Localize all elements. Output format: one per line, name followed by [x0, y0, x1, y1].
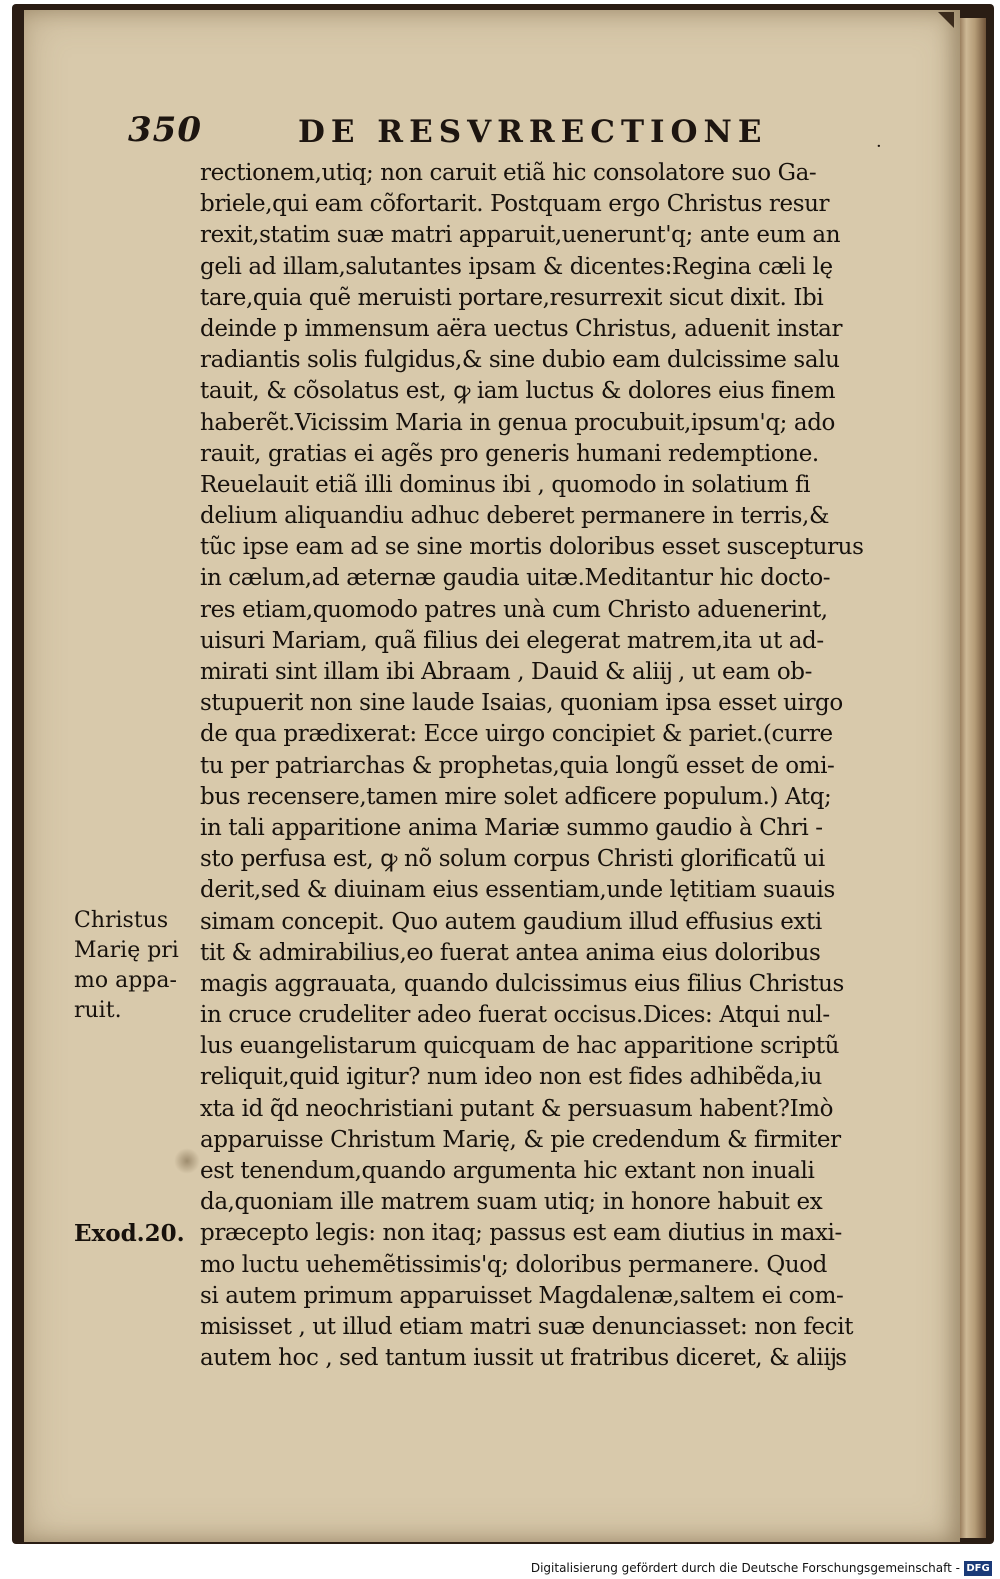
- text-line: apparuisse Christum Marię, & pie credendum & firmiter: [200, 1126, 841, 1153]
- text-line: autem hoc , sed tantum iussit ut fratribus diceret, & aliĳs: [200, 1345, 847, 1372]
- dfg-logo: DFG: [964, 1561, 992, 1576]
- page-corner-mark: [938, 12, 954, 28]
- page-number: 350: [128, 110, 202, 150]
- text-line: præcepto legis: non itaq; passus est eam diutius in maxi-: [200, 1220, 842, 1247]
- text-line: mirati sint illam ibi Abraam , Dauid & aliĳ , ut eam ob-: [200, 659, 812, 685]
- body-text: [200, 158, 922, 1374]
- text-line: haberẽt.Vicissim Maria in genua procubuit,ipsum'q; ado: [200, 409, 836, 436]
- text-line: Reuelauit etiã illi dominus ibi , quomodo in solatium fi: [200, 471, 811, 498]
- text-line: tauit, & cõsolatus est, ꝙ iam luctus & dolores eius finem: [200, 378, 836, 405]
- text-line: simam concepit. Quo autem gaudium illud effusius exti: [200, 908, 822, 935]
- text-line: mo luctu uehemẽtissimis'q; doloribus permanere. Quod: [200, 1251, 828, 1278]
- text-line: delium aliquandiu adhuc deberet permanere in terris,&: [200, 503, 830, 530]
- text-line: tit & admirabilius,eo fuerat antea anima eius doloribus: [200, 939, 821, 966]
- text-line: tare,quia quẽ meruisti portare,resurrexit sicut dixit. Ibi: [200, 284, 824, 311]
- text-line: misisset , ut illud etiam matri suæ denunciasset: non fecit: [200, 1313, 854, 1340]
- text-line: da,quoniam ille matrem suam utiq; in honore habuit ex: [200, 1189, 823, 1216]
- text-line: rexit,statim suæ matri apparuit,uenerunt'q; ante eum an: [200, 222, 841, 249]
- text-line: lus euangelistarum quicquam de hac apparitione scriptũ: [200, 1033, 840, 1060]
- text-line: in tali apparitione anima Mariæ summo gaudio à Chri -: [200, 814, 823, 841]
- header-mark: ·: [876, 136, 882, 157]
- text-line: reliquit,quid igitur? num ideo non est fides adhibẽda,iu: [200, 1064, 822, 1091]
- text-line: rectionem,utiq; non caruit etiã hic consolatore suo Ga-: [200, 160, 817, 186]
- text-line: magis aggrauata, quando dulcissimus eius filius Christus: [200, 970, 844, 997]
- marginal-note-line: mo appa-: [74, 968, 177, 993]
- text-line: si autem primum apparuisset Magdalenæ,saltem ei com-: [200, 1282, 844, 1309]
- text-line: stupuerit non sine laude Isaias, quoniam ipsa esset uirgo: [200, 690, 843, 717]
- page-edge: [958, 18, 986, 1538]
- text-line: derit,sed & diuinam eius essentiam,unde lętitiam suauis: [200, 877, 835, 904]
- page-header: [128, 110, 908, 160]
- digitization-credit: Digitalisierung gefördert durch die Deutsche Forschungsgemeinschaft -: [530, 1561, 960, 1575]
- text-line: sto perfusa est, ꝙ nõ solum corpus Christi glorificatũ ui: [200, 846, 825, 873]
- text-line: geli ad illam,salutantes ipsam & dicentes:Regina cæli lę: [200, 253, 833, 280]
- text-line: in cruce crudeliter adeo fuerat occisus.Dices: Atqui nul-: [200, 1002, 830, 1029]
- text-line: briele,qui eam cõfortarit. Postquam ergo Christus resur: [200, 191, 830, 218]
- marginal-note-line: ruit.: [74, 998, 122, 1023]
- text-line: deinde p immensum aëra uectus Christus, aduenit instar: [200, 315, 843, 342]
- marginal-note: [74, 906, 200, 1026]
- text-line: de qua prædixerat: Ecce uirgo concipiet & pariet.(curre: [200, 721, 833, 748]
- text-line: tu per patriarchas & prophetas,quia longũ esset de omi-: [200, 752, 835, 779]
- marginal-reference: Exod.20.: [74, 1220, 185, 1247]
- text-line: res etiam,quomodo patres unà cum Christo aduenerint,: [200, 596, 828, 623]
- paper-stain: [174, 1148, 200, 1174]
- text-line: uisuri Mariam, quã filius dei elegerat matrem,ita ut ad-: [200, 627, 824, 654]
- text-line: est tenendum,quando argumenta hic extant non inuali: [200, 1158, 815, 1184]
- marginal-note-line: Marię pri: [74, 938, 179, 963]
- text-line: xta id q̃d neochristiani putant & persuasum habent?Imò: [200, 1095, 834, 1122]
- text-line: radiantis solis fulgidus,& sine dubio eam dulcissime salu: [200, 347, 840, 374]
- text-line: tũc ipse eam ad se sine mortis doloribus esset suscepturus: [200, 534, 864, 561]
- marginal-note-line: Christus: [74, 908, 169, 933]
- running-head: DE RESVRRECTIONE: [298, 114, 768, 150]
- text-line: bus recensere,tamen mire solet adficere populum.) Atq;: [200, 783, 832, 810]
- text-line: rauit, gratias ei agẽs pro generis humani redemptione.: [200, 440, 819, 467]
- text-line: in cælum,ad æternæ gaudia uitæ.Meditantur hic docto-: [200, 565, 831, 592]
